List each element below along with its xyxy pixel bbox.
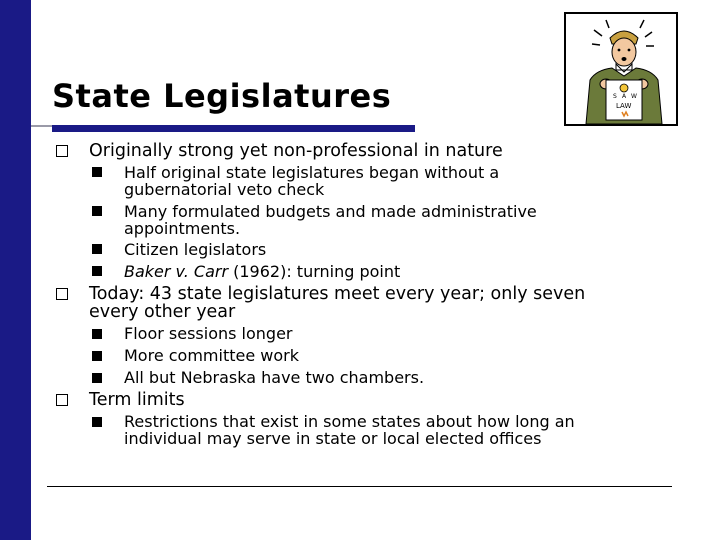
sign-word: LAW [616, 102, 632, 110]
title-underline [52, 125, 415, 132]
level2-bullet-marker [92, 167, 102, 177]
sub-bullet-text: Half original state legislatures began without a [124, 163, 500, 182]
law-clipart-image [564, 12, 678, 126]
sign-letter: W [631, 93, 637, 100]
case-detail: (1962): turning point [228, 262, 401, 281]
level2-bullet-marker [92, 351, 102, 361]
level2-bullet-marker [92, 417, 102, 427]
sub-bullet-text: Citizen legislators [124, 240, 267, 259]
sub-bullet-text: Floor sessions longer [124, 324, 293, 343]
sub-bullet-text: More committee work [124, 346, 299, 365]
sub-bullet-text: individual may serve in state or local elected offices [124, 429, 542, 448]
sign-letter: S [613, 93, 617, 100]
sub-bullet-text: Many formulated budgets and made administrative [124, 202, 537, 221]
sign-letter: A [622, 93, 627, 100]
level1-bullet-marker [56, 145, 68, 157]
level2-bullet-marker [92, 329, 102, 339]
sub-bullet-text: gubernatorial veto check [124, 180, 325, 199]
footer-rule [47, 486, 672, 487]
level2-bullet-marker [92, 206, 102, 216]
bullet-text: Originally strong yet non-professional in nature [89, 141, 503, 161]
sub-bullet-text: appointments. [124, 219, 241, 238]
bullet-text: every other year [89, 302, 236, 322]
man-with-law-sign-icon [566, 14, 676, 124]
level1-bullet-marker [56, 288, 68, 300]
sub-bullet-text [124, 262, 400, 281]
bullet-text: Today: 43 state legislatures meet every year; only seven [89, 284, 586, 304]
level2-bullet-marker [92, 244, 102, 254]
bullet-text: Term limits [89, 390, 185, 410]
level2-bullet-marker [92, 373, 102, 383]
level1-bullet-marker [56, 394, 68, 406]
level2-bullet-marker [92, 266, 102, 276]
sub-bullet-text: All but Nebraska have two chambers. [124, 368, 425, 387]
case-name: Baker v. Carr [124, 262, 229, 281]
left-accent-bar [0, 0, 31, 540]
sub-bullet-text: Restrictions that exist in some states about how long an [124, 412, 575, 431]
slide-title: State Legislatures [52, 77, 392, 115]
